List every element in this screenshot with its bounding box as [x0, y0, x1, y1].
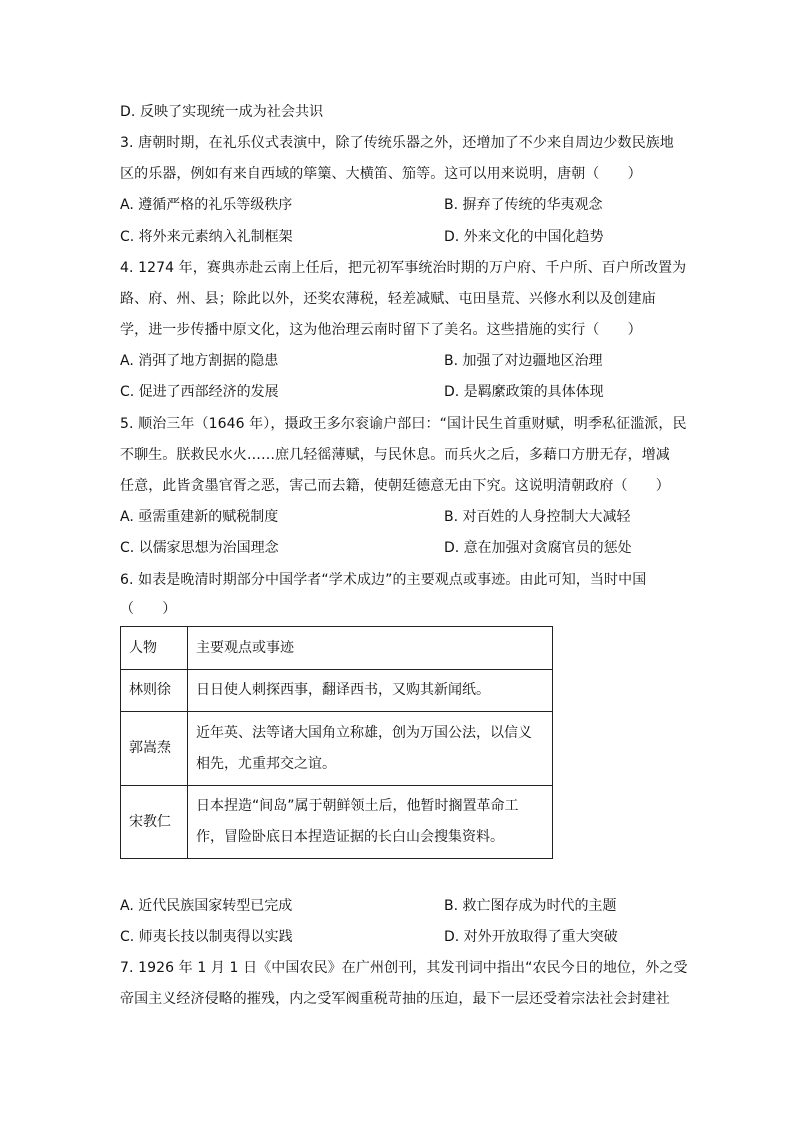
q7-stem-line: 7. 1926 年 1 月 1 日《中国农民》在广州创刊，其发刊词中指出“农民今日的地位，外之受 — [120, 960, 688, 976]
table-cell-line: 近年英、法等诸大国角立称雄，创为万国公法，以信义 — [196, 724, 532, 741]
q3-option-a: A. 遵循严格的礼乐等级秩序 — [120, 197, 293, 213]
q4-option-c: C. 促进了西部经济的发展 — [120, 384, 279, 400]
table-cell-content — [188, 670, 553, 712]
table-cell-person: 郭嵩焘 — [121, 712, 188, 786]
q4-stem-line: 路、府、州、县；除此以外，还奖农薄税，轻差减赋、屯田垦荒、兴修水利以及创建庙 — [120, 291, 656, 307]
q5-option-b: B. 对百姓的人身控制大大减轻 — [444, 509, 631, 525]
q7-stem-line: 帝国主义经济侵略的摧残，内之受军阀重税苛抽的压迫，最下一层还受着宗法社会封建社 — [120, 991, 670, 1007]
q4-stem-line: 学，进一步传播中原文化，这为他治理云南时留下了美名。这些措施的实行（ ） — [120, 322, 642, 338]
q3-option-b: B. 摒弃了传统的华夷观念 — [444, 197, 603, 213]
q6-stem-paren: （ ） — [120, 601, 177, 617]
q4-option-d: D. 是羁縻政策的具体体现 — [444, 384, 604, 400]
q3-option-c: C. 将外来元素纳入礼制框架 — [120, 229, 293, 245]
q3-option-d: D. 外来文化的中国化趋势 — [444, 229, 604, 245]
table-row — [121, 670, 553, 712]
q5-option-c: C. 以儒家思想为治国理念 — [120, 540, 279, 556]
table-cell-content — [188, 712, 553, 786]
table-header-person: 人物 — [121, 627, 188, 670]
q3-stem-line: 3. 唐朝时期，在礼乐仪式表演中，除了传统乐器之外，还增加了不少来自周边少数民族地 — [120, 135, 674, 151]
q5-option-a: A. 亟需重建新的赋税制度 — [120, 509, 279, 525]
table-cell-person: 宋教仁 — [121, 786, 188, 859]
q2-option-d: D. 反映了实现统一成为社会共识 — [120, 104, 324, 120]
q6-option-d: D. 对外开放取得了重大突破 — [444, 929, 618, 945]
q6-table — [120, 626, 553, 859]
table-cell-line: 日日使人刺探西事，翻译西书，又购其新闻纸。 — [196, 682, 490, 698]
q5-stem-line: 不聊生。朕救民水火……庶几轻徭薄赋，与民休息。而兵火之后，多藉口方册无存，增减 — [120, 447, 670, 463]
table-header-row — [121, 627, 553, 670]
table-cell-line: 作，冒险卧底日本捏造证据的长白山会搜集资料。 — [196, 829, 504, 845]
q6-option-c: C. 师夷长技以制夷得以实践 — [120, 929, 293, 945]
q5-stem-line: 任意，此皆贪墨官胥之恶，害己而去籍，使朝廷德意无由下究。这说明清朝政府（ ） — [120, 478, 670, 494]
q4-option-a: A. 消弭了地方割据的隐患 — [120, 353, 279, 369]
q6-option-a: A. 近代民族国家转型已完成 — [120, 898, 293, 914]
q6-option-b: B. 救亡图存成为时代的主题 — [444, 898, 617, 914]
table-cell-content — [188, 786, 553, 859]
q4-stem-line: 4. 1274 年，赛典赤赴云南上任后，把元初军事统治时期的万户府、千户所、百户所改置为 — [120, 260, 687, 276]
table-cell-line: 日本捏造“间岛”属于朝鲜领土后，他暂时搁置革命工 — [196, 798, 519, 814]
table-header-content: 主要观点或事迹 — [188, 627, 553, 670]
q5-option-d: D. 意在加强对贪腐官员的惩处 — [444, 540, 632, 556]
q4-option-b: B. 加强了对边疆地区治理 — [444, 353, 603, 369]
table-cell-line: 相先，尤重邦交之谊。 — [196, 755, 336, 772]
table-cell-person: 林则徐 — [121, 670, 188, 712]
q5-stem-line: 5. 顺治三年（1646 年），摄政王多尔衮谕户部曰：“国计民生首重财赋，明季私征滥派，民 — [120, 416, 687, 432]
q6-stem-line: 6. 如表是晚清时期部分中国学者“学术成边”的主要观点或事迹。由此可知，当时中国 — [120, 572, 647, 588]
table-row — [121, 712, 553, 786]
table-row — [121, 786, 553, 859]
q3-stem-line: 区的乐器，例如有来自西域的筚篥、大横笛、笳等。这可以用来说明，唐朝（ ） — [120, 166, 642, 182]
